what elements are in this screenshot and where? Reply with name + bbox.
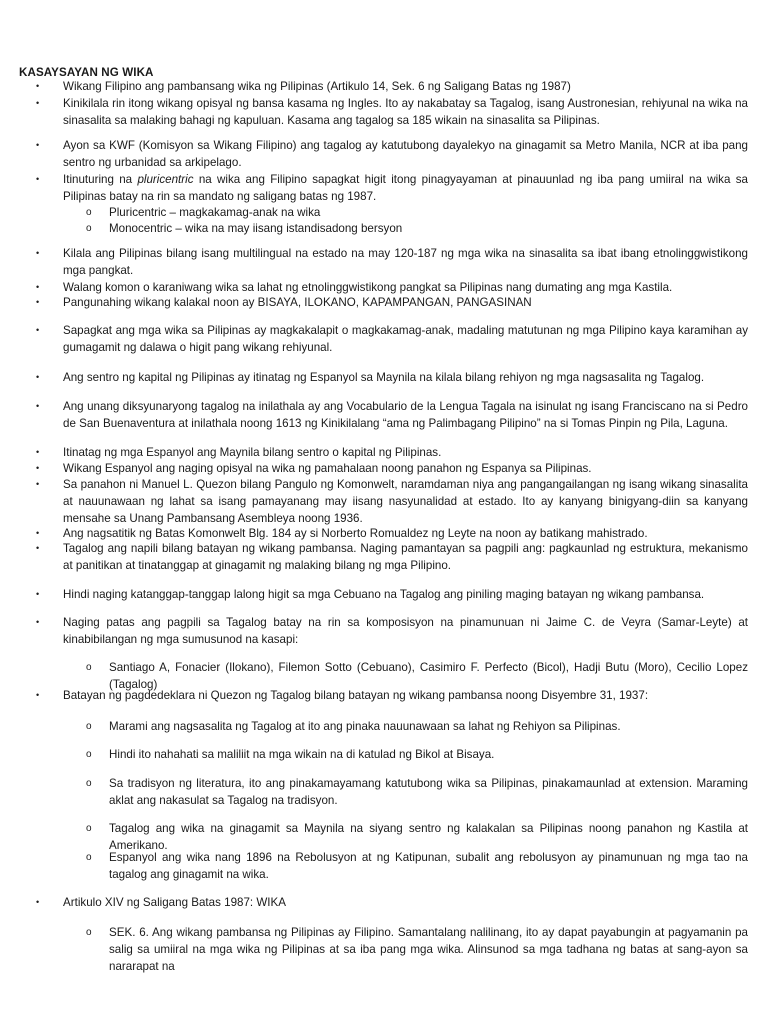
sub-list-item-text: Espanyol ang wika nang 1896 na Rebolusyon at ng Katipunan, subalit ang rebolusyon ay pinamunuan ng mga tao na tagalog ang ginagamit na wika. xyxy=(109,851,748,881)
bullet: • xyxy=(36,174,40,184)
list-item xyxy=(36,476,748,527)
list-item xyxy=(36,171,748,205)
list-item-text: Kinikilala rin itong wikang opisyal ng bansa kasama ng Ingles. Ito ay nakabatay sa Tagalog, isang Austronesian, rehiyunal na wika na sinasalita sa malaking bahagi ng kapuluan. Kasama ang tagalog sa 185 wikain na sinasalita sa Pilipinas. xyxy=(63,97,748,127)
sub-bullet: o xyxy=(86,823,92,834)
list-item xyxy=(36,540,748,574)
list-item-text: Ang sentro ng kapital ng Pilipinas ay itinatag ng Espanyol sa Maynila na kilala bilang rehiyon ng mga nagsasalita ng Tagalog. xyxy=(63,371,705,384)
bullet: • xyxy=(36,617,40,627)
bullet: • xyxy=(36,589,40,599)
text-part: Itinuturing na xyxy=(63,173,138,186)
list-item-text: Sa panahon ni Manuel L. Quezon bilang Pangulo ng Komonwelt, naramdaman niya ang pangangailangan ng isang wikang sinasalita at nauunawaan ng lahat sa isang pamayanang may iisang nasyunalidad at estado. Ito ay kanyang binigyang-diin sa kanyang mensahe sa Unang Pambansang Asembleya noong 1936. xyxy=(63,478,748,525)
list-item xyxy=(36,369,748,386)
list-item xyxy=(36,78,748,95)
sub-list-item xyxy=(86,718,748,735)
sub-list-item-text: Hindi ito nahahati sa maliliit na mga wikain na di katulad ng Bikol at Bisaya. xyxy=(109,748,495,761)
bullet: • xyxy=(36,248,40,258)
list-item xyxy=(36,245,748,279)
list-item xyxy=(36,294,748,311)
document-title: KASAYSAYAN NG WIKA xyxy=(19,66,154,79)
list-item xyxy=(36,586,748,603)
list-item xyxy=(36,398,748,432)
bullet: • xyxy=(36,372,40,382)
bullet: • xyxy=(36,463,40,473)
list-item-text: Hindi naging katanggap-tanggap lalong higit sa mga Cebuano na Tagalog ang piniling maging batayan ng wikang pambansa. xyxy=(63,588,705,601)
list-item-text: Tagalog ang napili bilang batayan ng wikang pambansa. Naging pamantayan sa pagpili ang: pagkaunlad ng estruktura, mekanismo at panitikan at tinatanggap at ginagamit ng malaking bilang ng mga Pilipino. xyxy=(63,542,748,572)
list-item xyxy=(36,687,748,704)
list-item xyxy=(36,137,748,171)
list-item xyxy=(36,894,748,911)
bullet: • xyxy=(36,325,40,335)
sub-bullet: o xyxy=(86,721,92,732)
sub-bullet: o xyxy=(86,662,92,673)
emphasized-term: pluricentric xyxy=(137,173,194,186)
sub-list-item xyxy=(86,220,748,237)
list-item-text: Ayon sa KWF (Komisyon sa Wikang Filipino) ang tagalog ay katutubong dayalekyo na ginagamit sa Metro Manila, NCR at iba pang sentro ng urbanidad sa arkipelago. xyxy=(63,139,748,169)
sub-bullet: o xyxy=(86,207,92,218)
list-item-text: Kilala ang Pilipinas bilang isang multilingual na estado na may 120-187 ng mga wika na sinasalita sa ibat ibang etnolinggwistikong mga pangkat. xyxy=(63,247,748,277)
list-item xyxy=(36,444,748,461)
bullet: • xyxy=(36,81,40,91)
list-item xyxy=(36,614,748,648)
bullet: • xyxy=(36,528,40,538)
sub-list-item-text: Monocentric – wika na may iisang istandisadong bersyon xyxy=(109,222,403,235)
sub-list-item xyxy=(86,746,748,763)
sub-list-item-text: SEK. 6. Ang wikang pambansa ng Pilipinas ay Filipino. Samantalang nalilinang, ito ay dapat payabungin at pagyamanin pa salig sa umiiral na mga wika ng Pilipinas at sa iba pang mga wika. Alinsunod sa mga tadhana ng batas at sang-ayon sa nararapat na xyxy=(109,926,748,973)
list-item-text: Artikulo XIV ng Saligang Batas 1987: WIKA xyxy=(63,896,286,909)
bullet: • xyxy=(36,140,40,150)
sub-list-item xyxy=(86,775,748,809)
sub-list-item-text: Marami ang nagsasalita ng Tagalog at ito ang pinaka nauunawaan sa lahat ng Rehiyon sa Pilipinas. xyxy=(109,720,621,733)
bullet: • xyxy=(36,897,40,907)
list-item-text: Ang unang diksyunaryong tagalog na inilathala ay ang Vocabulario de la Lengua Tagala na isinulat ng isang Franciscano na si Pedro de San Buenaventura at inilathala noong 1613 ng Kinikilalang “ama ng Palimbagang Pilipino” na si Tomas Pinpin ng Pila, Laguna. xyxy=(63,400,748,430)
bullet: • xyxy=(36,479,40,489)
sub-bullet: o xyxy=(86,927,92,938)
sub-bullet: o xyxy=(86,223,92,234)
text-part: na wika ang Filipino sapagkat higit itong pinagyayaman at pinauunlad ng iba pang umiiral na wika sa Pilipinas batay na rin sa mandato ng saligang batas ng 1987. xyxy=(63,173,748,203)
sub-list-item xyxy=(86,849,748,883)
list-item-text: Wikang Filipino ang pambansang wika ng Pilipinas (Artikulo 14, Sek. 6 ng Saligang Batas ng 1987) xyxy=(63,80,571,93)
bullet: • xyxy=(36,690,40,700)
list-item-text: Pangunahing wikang kalakal noon ay BISAYA, ILOKANO, KAPAMPANGAN, PANGASINAN xyxy=(63,296,532,309)
list-item-text: Batayan ng pagdedeklara ni Quezon ng Tagalog bilang batayan ng wikang pambansa noong Disyembre 31, 1937: xyxy=(63,689,649,702)
sub-list-item-text: Sa tradisyon ng literatura, ito ang pinakamayamang katutubong wika sa Pilipinas, pinakamaunlad at extension. Maraming aklat ang nakasulat sa Tagalog na tradisyon. xyxy=(109,777,748,807)
sub-list-item xyxy=(86,204,748,221)
bullet: • xyxy=(36,447,40,457)
sub-bullet: o xyxy=(86,852,92,863)
list-item-text: Naging patas ang pagpili sa Tagalog batay na rin sa komposisyon na pinamunuan ni Jaime C. de Veyra (Samar-Leyte) at kinabibilangan ng mga sumusunod na kasapi: xyxy=(63,616,748,646)
list-item xyxy=(36,95,748,129)
sub-bullet: o xyxy=(86,778,92,789)
list-item-text: Ang nagsatitik ng Batas Komonwelt Blg. 184 ay si Norberto Romualdez ng Leyte na noon ay batikang mahistrado. xyxy=(63,527,648,540)
list-item-text: Wikang Espanyol ang naging opisyal na wika ng pamahalaan noong panahon ng Espanya sa Pilipinas. xyxy=(63,462,592,475)
list-item-text: Itinatag ng mga Espanyol ang Maynila bilang sentro o kapital ng Pilipinas. xyxy=(63,446,442,459)
list-item-text: Sapagkat ang mga wika sa Pilipinas ay magkakalapit o magkakamag-anak, madaling matutunan ng mga Pilipino kaya karamihan ay gumagamit ng dalawa o higit pang wikang rehiyunal. xyxy=(63,324,748,354)
list-item xyxy=(36,460,748,477)
sub-list-item-text: Tagalog ang wika na ginagamit sa Maynila na siyang sentro ng kalakalan sa Pilipinas noong panahon ng Kastila at Amerikano. xyxy=(109,822,748,852)
sub-list-item-text: Pluricentric – magkakamag-anak na wika xyxy=(109,206,321,219)
list-item xyxy=(36,322,748,356)
list-item-text xyxy=(63,171,748,205)
sub-list-item xyxy=(86,924,748,975)
bullet: • xyxy=(36,282,40,292)
bullet: • xyxy=(36,543,40,553)
bullet: • xyxy=(36,98,40,108)
bullet: • xyxy=(36,401,40,411)
bullet: • xyxy=(36,297,40,307)
sub-bullet: o xyxy=(86,749,92,760)
sub-list-item-text: Santiago A, Fonacier (Ilokano), Filemon Sotto (Cebuano), Casimiro F. Perfecto (Bicol), Hadji Butu (Moro), Cecilio Lopez (Tagalog) xyxy=(109,661,748,691)
list-item-text: Walang komon o karaniwang wika sa lahat ng etnolinggwistikong pangkat sa Pilipinas nang dumating ang mga Kastila. xyxy=(63,281,673,294)
